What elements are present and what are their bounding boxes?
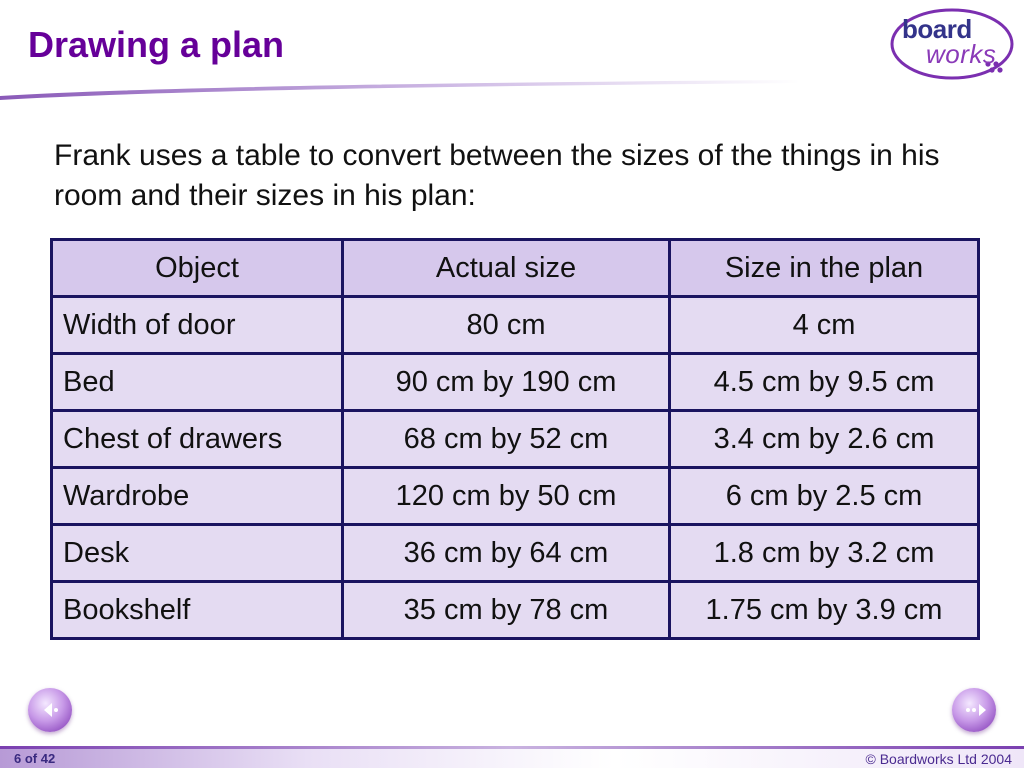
object-cell: Bed [52,354,343,411]
logo-text-works: works [926,39,997,69]
table-row [52,297,979,354]
table-row [52,468,979,525]
plan-size-cell: 1.8 cm by 3.2 cm [670,525,979,582]
conversion-table [50,238,980,640]
table-row [52,411,979,468]
boardworks-logo [888,6,1016,82]
actual-size-cell: 120 cm by 50 cm [343,468,670,525]
object-cell: Wardrobe [52,468,343,525]
actual-size-cell: 36 cm by 64 cm [343,525,670,582]
plan-size-cell: 4.5 cm by 9.5 cm [670,354,979,411]
page-indicator: 6 of 42 [14,751,56,766]
chevron-right-icon [952,688,996,732]
table-row [52,582,979,639]
plan-size-cell: 1.75 cm by 3.9 cm [670,582,979,639]
object-cell: Desk [52,525,343,582]
previous-slide-button[interactable] [28,688,72,732]
logo-text-board: board [902,14,972,44]
table-row [52,525,979,582]
object-cell: Bookshelf [52,582,343,639]
object-cell: Width of door [52,297,343,354]
plan-size-cell: 3.4 cm by 2.6 cm [670,411,979,468]
column-header-plan-size: Size in the plan [670,240,979,297]
column-header-actual-size: Actual size [343,240,670,297]
next-slide-button[interactable] [952,688,996,732]
table-row [52,354,979,411]
actual-size-cell: 35 cm by 78 cm [343,582,670,639]
actual-size-cell: 80 cm [343,297,670,354]
chevron-left-icon [28,688,72,732]
table-header-row [52,240,979,297]
intro-paragraph: Frank uses a table to convert between the sizes of the things in his room and their sizes in his plan: [54,139,940,212]
actual-size-cell: 68 cm by 52 cm [343,411,670,468]
page-title: Drawing a plan [28,24,285,65]
copyright-text: © Boardworks Ltd 2004 [865,751,1012,767]
plan-size-cell: 4 cm [670,297,979,354]
actual-size-cell: 90 cm by 190 cm [343,354,670,411]
object-cell: Chest of drawers [52,411,343,468]
title-underline [0,78,800,102]
plan-size-cell: 6 cm by 2.5 cm [670,468,979,525]
column-header-object: Object [52,240,343,297]
